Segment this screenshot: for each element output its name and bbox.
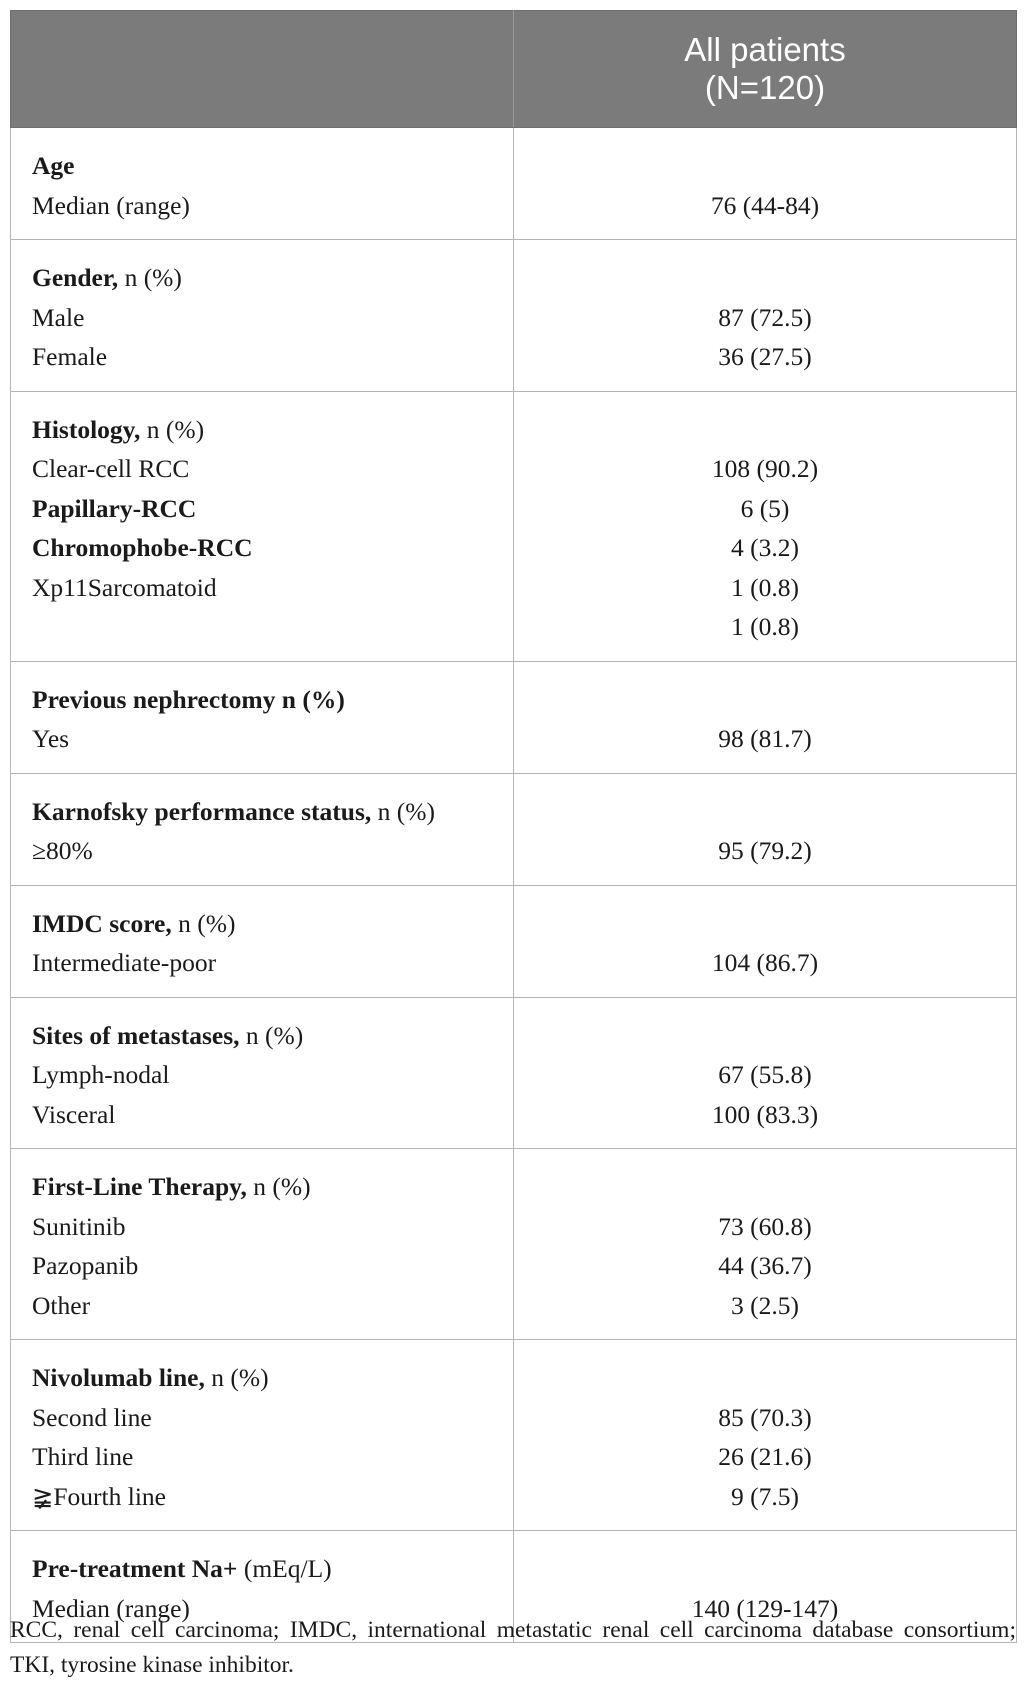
- patient-characteristics-table-container: [10, 10, 1016, 1643]
- item-value: 87 (72.5): [718, 302, 812, 332]
- value-spacer: [514, 410, 1016, 450]
- item-label: Other: [32, 1290, 91, 1320]
- item-label: Sunitinib: [32, 1211, 126, 1241]
- section-title-unit: n (%): [204, 1363, 269, 1392]
- section-title-unit: (mEq/L): [237, 1554, 332, 1583]
- item-label: Female: [32, 342, 108, 371]
- table-row: [11, 391, 1017, 661]
- table-row: [11, 1340, 1017, 1531]
- table-row: [11, 128, 1017, 240]
- section-title: [32, 1016, 513, 1056]
- item-label: Intermediate-poor: [32, 948, 217, 977]
- item-label: Clear-cell RCC: [32, 454, 190, 483]
- section-title-bold: Pre-treatment Na+: [32, 1554, 238, 1583]
- item-label: Male: [32, 302, 85, 332]
- section-title-unit: n (%): [171, 908, 236, 938]
- item-label: [32, 607, 513, 647]
- item-value: 100 (83.3): [711, 1099, 819, 1129]
- value-cell: [514, 240, 1017, 392]
- item-value: 1 (0.8): [731, 612, 799, 641]
- section-title-bold: First-Line Therapy,: [32, 1172, 247, 1201]
- characteristic-cell: [11, 773, 514, 885]
- table-row: [11, 773, 1017, 885]
- item-label: Second line: [32, 1402, 152, 1432]
- value-cell: [514, 661, 1017, 773]
- item-label: Xp11Sarcomatoid: [32, 572, 217, 602]
- section-title: [32, 410, 513, 450]
- section-title-bold: Gender,: [32, 263, 119, 292]
- section-title-bold: Previous nephrectomy n (%): [32, 684, 345, 714]
- patient-characteristics-table: [10, 10, 1017, 1643]
- value-cell: [514, 391, 1017, 661]
- item-value: 6 (5): [740, 493, 790, 523]
- characteristic-cell: [11, 997, 514, 1149]
- value-spacer: [514, 1549, 1016, 1589]
- characteristic-cell: [11, 391, 514, 661]
- value-cell: [514, 885, 1017, 997]
- characteristic-cell: [11, 128, 514, 240]
- value-cell: [514, 1149, 1017, 1340]
- section-title-unit: n (%): [371, 796, 435, 826]
- section-title: [32, 680, 513, 720]
- value-spacer: [514, 792, 1016, 832]
- value-cell: [514, 1340, 1017, 1531]
- table-row: [11, 1149, 1017, 1340]
- section-title-bold: Histology,: [32, 414, 141, 444]
- item-value: 108 (90.2): [711, 454, 819, 483]
- item-label: Median (range): [32, 190, 190, 220]
- value-spacer: [514, 904, 1016, 944]
- value-spacer: [514, 1016, 1016, 1056]
- item-label: ≩Fourth line: [32, 1481, 166, 1511]
- section-title-unit: n (%): [118, 263, 182, 292]
- item-value: 4 (3.2): [731, 533, 799, 562]
- header-characteristic-cell: [11, 11, 514, 128]
- characteristic-cell: [11, 1340, 514, 1531]
- item-value: 3 (2.5): [731, 1290, 799, 1320]
- section-title: [32, 1549, 513, 1589]
- item-label: Third line: [32, 1442, 134, 1471]
- section-title-unit: n (%): [239, 1020, 304, 1050]
- item-label: Pazopanib: [32, 1251, 139, 1280]
- characteristic-cell: [11, 661, 514, 773]
- table-row: [11, 240, 1017, 392]
- item-value: 73 (60.8): [718, 1211, 812, 1241]
- section-title-bold: Karnofsky performance status,: [32, 796, 372, 826]
- item-value: 44 (36.7): [718, 1251, 812, 1280]
- item-label: Yes: [32, 724, 70, 753]
- characteristic-cell: [11, 240, 514, 392]
- header-patient-count: (N=120): [704, 69, 826, 106]
- section-title-bold: IMDC score,: [32, 908, 172, 938]
- item-value: 26 (21.6): [718, 1442, 812, 1471]
- item-label: Median (range): [32, 1593, 190, 1623]
- value-spacer: [514, 1167, 1016, 1207]
- section-title: [32, 258, 513, 298]
- item-value: 36 (27.5): [718, 342, 812, 371]
- section-title: [32, 792, 513, 832]
- value-spacer: [514, 258, 1016, 298]
- section-title: [32, 904, 513, 944]
- item-value: 1 (0.8): [731, 572, 799, 602]
- table-body: [11, 128, 1017, 1643]
- value-spacer: [514, 680, 1016, 720]
- table-row: [11, 661, 1017, 773]
- section-title-bold: Nivolumab line,: [32, 1363, 205, 1392]
- value-spacer: [514, 146, 1016, 186]
- item-value: 67 (55.8): [718, 1060, 812, 1089]
- item-label: Chromophobe-RCC: [32, 533, 253, 562]
- section-title: [32, 1167, 513, 1207]
- item-label: Lymph-nodal: [32, 1060, 170, 1089]
- section-title-bold: Sites of metastases,: [32, 1020, 240, 1050]
- item-value: 9 (7.5): [731, 1481, 799, 1511]
- section-title-unit: n (%): [140, 414, 205, 444]
- header-row: [11, 11, 1017, 128]
- item-value: 140 (129-147): [691, 1593, 839, 1623]
- item-label: Visceral: [32, 1099, 116, 1129]
- section-title-unit: n (%): [246, 1172, 311, 1201]
- table-row: [11, 997, 1017, 1149]
- section-title-bold: Age: [32, 151, 75, 180]
- characteristic-cell: [11, 1149, 514, 1340]
- item-value: 76 (44-84): [710, 190, 820, 220]
- value-spacer: [514, 1358, 1016, 1398]
- item-value: 95 (79.2): [718, 836, 812, 865]
- item-label: Papillary-RCC: [32, 493, 197, 523]
- value-cell: [514, 128, 1017, 240]
- header-all-patients-label: All patients: [684, 31, 846, 68]
- item-value: 98 (81.7): [718, 724, 812, 753]
- section-title: [32, 146, 513, 186]
- item-value: 104 (86.7): [711, 948, 819, 977]
- table-header: [11, 11, 1017, 128]
- table-row: [11, 885, 1017, 997]
- section-title: [32, 1358, 513, 1398]
- characteristic-cell: [11, 885, 514, 997]
- value-cell: [514, 997, 1017, 1149]
- header-all-patients-cell: [514, 11, 1017, 128]
- item-value: 85 (70.3): [718, 1402, 812, 1432]
- item-label: ≥80%: [32, 836, 93, 865]
- value-cell: [514, 773, 1017, 885]
- table-footnote: RCC, renal cell carcinoma; IMDC, international metastatic renal cell carcinoma database consortium; TKI, tyrosine kinase inhibitor.: [10, 1617, 1016, 1678]
